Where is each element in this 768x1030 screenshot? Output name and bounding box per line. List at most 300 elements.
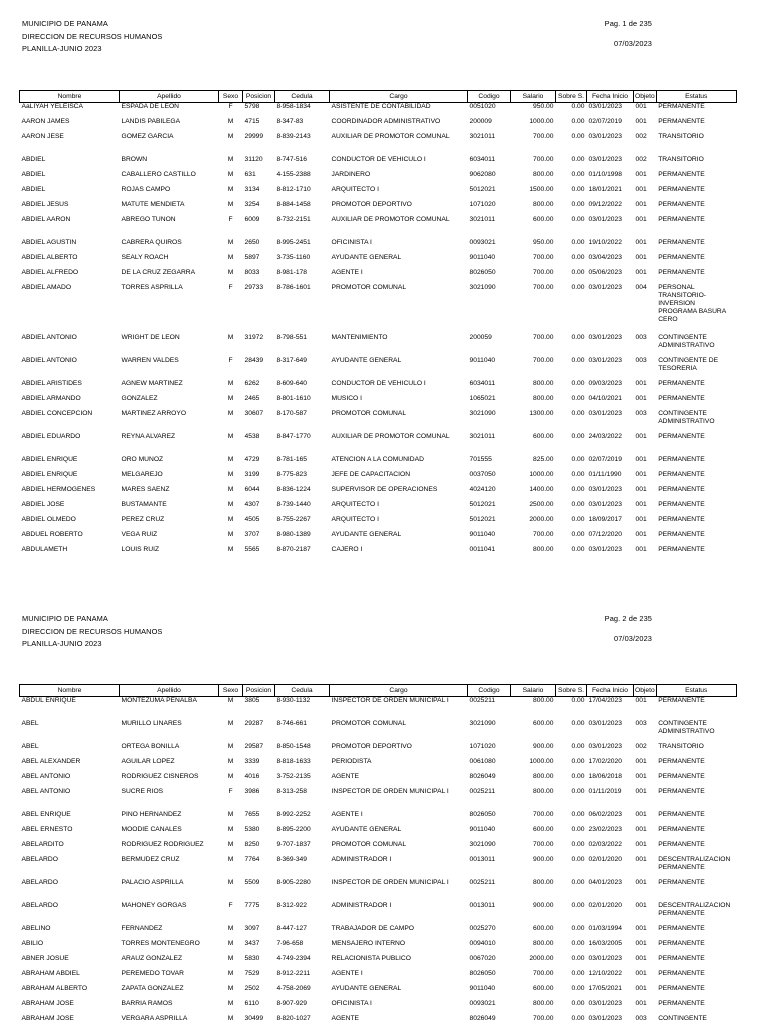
cell-sexo: M	[227, 924, 234, 932]
table-row	[20, 1000, 737, 1015]
column-header-salario: Salario	[511, 685, 556, 697]
cell-estatus: PERMANENTE	[658, 924, 705, 932]
cell-nombre: ABDIEL AARON	[21, 215, 71, 223]
cell-estatus: PERMANENTE	[658, 253, 705, 261]
cell-cargo: AGENTE I	[331, 268, 363, 276]
page-number: Pag. 1 de 235	[604, 19, 652, 28]
cell-codigo: 9011040	[469, 530, 496, 538]
cell-salario: 700.00	[533, 356, 554, 364]
table-row	[20, 380, 737, 395]
cell-cedula: 8-895-2200	[276, 825, 311, 833]
cell-apellido: GOMEZ GARCIA	[121, 132, 174, 140]
cell-sexo: M	[227, 742, 234, 750]
cell-codigo: 1065021	[469, 394, 496, 402]
cell-apellido: BERMUDEZ CRUZ	[121, 855, 180, 863]
cell-cedula: 8-775-823	[276, 470, 307, 478]
payroll-table	[19, 684, 737, 1030]
table-row	[20, 433, 737, 456]
cell-salario: 700.00	[533, 253, 554, 261]
cell-codigo: 4024120	[469, 485, 496, 493]
cell-cargo: PROMOTOR COMUNAL	[331, 719, 407, 727]
cell-objeto: 001	[635, 901, 647, 909]
cell-sexo: M	[227, 409, 234, 417]
table-row	[20, 334, 737, 357]
cell-codigo: 8026049	[469, 772, 496, 780]
table-row	[20, 410, 737, 433]
department-name: DIRECCION DE RECURSOS HUMANOS	[22, 31, 163, 41]
cell-cedula: 8-870-2187	[276, 545, 311, 553]
cell-sobre-sueldo: 0.00	[571, 825, 585, 833]
cell-posicion: 4715	[244, 117, 260, 125]
page-header-left	[22, 613, 162, 651]
column-header-codigo: Codigo	[468, 685, 511, 697]
cell-objeto: 001	[635, 185, 647, 193]
cell-sobre-sueldo: 0.00	[571, 719, 585, 727]
cell-cargo: INSPECTOR DE ORDEN MUNICIPAL I	[331, 697, 449, 704]
department-name: DIRECCION DE RECURSOS HUMANOS	[22, 626, 163, 636]
cell-nombre: ABDIEL	[21, 185, 46, 193]
cell-nombre: ABDIEL ANTONIO	[21, 356, 77, 364]
cell-cedula: 8-836-1224	[276, 485, 311, 493]
cell-sobre-sueldo: 0.00	[571, 268, 585, 276]
cell-salario: 700.00	[533, 268, 554, 276]
cell-cedula: 8-347-83	[276, 117, 304, 125]
cell-posicion: 29999	[244, 132, 264, 140]
cell-sobre-sueldo: 0.00	[571, 810, 585, 818]
cell-objeto: 001	[635, 840, 647, 848]
cell-cedula: 8-995-2451	[276, 238, 311, 246]
cell-salario: 600.00	[533, 215, 554, 223]
cell-posicion: 8033	[244, 268, 260, 276]
cell-cargo: CONDUCTOR DE VEHICULO I	[331, 379, 426, 387]
cell-sobre-sueldo: 0.00	[571, 253, 585, 261]
cell-salario: 950.00	[533, 103, 554, 110]
cell-sobre-sueldo: 0.00	[571, 901, 585, 909]
cell-apellido: GONZALEZ	[121, 394, 158, 402]
cell-codigo: 0025211	[469, 787, 496, 795]
cell-nombre: ABDIEL AMADO	[21, 283, 72, 291]
cell-posicion: 29287	[244, 719, 264, 727]
cell-posicion: 28439	[244, 356, 264, 364]
column-header-codigo: Codigo	[468, 91, 511, 103]
table-row	[20, 902, 737, 925]
cell-fecha-inicio: 03/04/2023	[588, 253, 622, 261]
cell-sobre-sueldo: 0.00	[571, 432, 585, 440]
cell-sexo: M	[227, 470, 234, 478]
table-row	[20, 758, 737, 773]
cell-posicion: 4016	[244, 772, 260, 780]
cell-apellido: CABALLERO CASTILLO	[121, 170, 196, 178]
cell-objeto: 001	[635, 268, 647, 276]
cell-estatus: CONTINGENTE ADMINISTRATIVO	[658, 719, 715, 735]
cell-estatus: PERMANENTE	[658, 999, 705, 1007]
cell-posicion: 5830	[244, 954, 260, 962]
cell-fecha-inicio: 04/10/2021	[588, 394, 622, 402]
table-row	[20, 955, 737, 970]
cell-salario: 825.00	[533, 455, 554, 463]
cell-apellido: AGUILAR LOPEZ	[121, 757, 175, 765]
table-row	[20, 811, 737, 826]
cell-fecha-inicio: 24/03/2022	[588, 432, 622, 440]
cell-sobre-sueldo: 0.00	[571, 185, 585, 193]
cell-cedula: 8-912-2211	[276, 969, 311, 977]
cell-apellido: LOUIS RUIZ	[121, 545, 160, 553]
cell-fecha-inicio: 19/10/2022	[588, 238, 622, 246]
cell-sexo: M	[227, 132, 234, 140]
cell-sobre-sueldo: 0.00	[571, 697, 585, 704]
cell-sobre-sueldo: 0.00	[571, 545, 585, 553]
cell-cargo: AYUDANTE GENERAL	[331, 984, 402, 992]
cell-apellido: REYNA ALVAREZ	[121, 432, 176, 440]
cell-codigo: 9011040	[469, 356, 496, 364]
cell-salario: 1400.00	[529, 485, 554, 493]
cell-cargo: INSPECTOR DE ORDEN MUNICIPAL I	[331, 878, 449, 886]
cell-estatus: PERMANENTE	[658, 984, 705, 992]
table-row	[20, 970, 737, 985]
table-header-row	[20, 91, 737, 103]
cell-estatus: PERMANENTE	[658, 394, 705, 402]
cell-posicion: 2650	[244, 238, 260, 246]
cell-codigo: 5012021	[469, 500, 496, 508]
cell-nombre: ABEL ANTONIO	[21, 787, 71, 795]
cell-salario: 1000.00	[529, 117, 554, 125]
cell-posicion: 3707	[244, 530, 260, 538]
cell-cedula: 8-884-1458	[276, 200, 311, 208]
cell-objeto: 001	[635, 855, 647, 863]
cell-salario: 800.00	[533, 787, 554, 795]
column-header-posicion: Posicion	[243, 685, 275, 697]
cell-apellido: BARRIA RAMOS	[121, 999, 173, 1007]
cell-sexo: M	[227, 185, 234, 193]
cell-codigo: 0093021	[469, 999, 496, 1007]
cell-estatus: PERMANENTE	[658, 969, 705, 977]
cell-codigo: 8026050	[469, 969, 496, 977]
cell-nombre: ABDIEL ALBERTO	[21, 253, 78, 261]
column-header-fecha-inicio: Fecha Inicio	[587, 91, 634, 103]
cell-salario: 800.00	[533, 878, 554, 886]
cell-objeto: 001	[635, 697, 647, 704]
cell-sobre-sueldo: 0.00	[571, 409, 585, 417]
cell-fecha-inicio: 02/03/2022	[588, 840, 622, 848]
cell-nombre: ABDIEL JOSE	[21, 500, 65, 508]
column-header-sobre-sueldo: Sobre S.	[556, 685, 587, 697]
cell-codigo: 1071020	[469, 742, 496, 750]
cell-estatus: PERMANENTE	[658, 117, 705, 125]
cell-fecha-inicio: 03/01/2023	[588, 356, 622, 364]
table-row	[20, 284, 737, 334]
cell-apellido: MELGAREJO	[121, 470, 163, 478]
cell-objeto: 003	[635, 1014, 647, 1022]
cell-cedula: 8-812-1710	[276, 185, 311, 193]
cell-sexo: M	[227, 200, 234, 208]
cell-cargo: ARQUITECTO I	[331, 515, 379, 523]
cell-cedula: 9-707-1837	[276, 840, 311, 848]
cell-posicion: 29587	[244, 742, 264, 750]
cell-sobre-sueldo: 0.00	[571, 855, 585, 863]
cell-cargo: CAJERO I	[331, 545, 363, 553]
cell-posicion: 7655	[244, 810, 260, 818]
column-header-apellido: Apellido	[120, 685, 219, 697]
cell-cargo: OFICINISTA I	[331, 999, 372, 1007]
cell-codigo: 3021090	[469, 840, 496, 848]
cell-nombre: ABDIEL HERMOGENES	[21, 485, 96, 493]
cell-sexo: M	[227, 253, 234, 261]
table-row	[20, 456, 737, 471]
cell-salario: 800.00	[533, 545, 554, 553]
table-row	[20, 773, 737, 788]
cell-posicion: 8250	[244, 840, 260, 848]
cell-sexo: F	[228, 215, 233, 223]
cell-cedula: 8-312-922	[276, 901, 307, 909]
cell-codigo: 8026049	[469, 1014, 496, 1022]
cell-sobre-sueldo: 0.00	[571, 132, 585, 140]
cell-salario: 700.00	[533, 283, 554, 291]
cell-cedula: 8-781-165	[276, 455, 307, 463]
cell-posicion: 3986	[244, 787, 260, 795]
cell-sexo: M	[227, 170, 234, 178]
table-row	[20, 841, 737, 856]
cell-estatus: PERMANENTE	[658, 432, 705, 440]
cell-estatus: PERMANENTE	[658, 825, 705, 833]
cell-codigo: 9011040	[469, 825, 496, 833]
cell-codigo: 9011040	[469, 984, 496, 992]
cell-sobre-sueldo: 0.00	[571, 515, 585, 523]
cell-cedula: 8-818-1633	[276, 757, 311, 765]
cell-sexo: M	[227, 984, 234, 992]
cell-sobre-sueldo: 0.00	[571, 155, 585, 163]
cell-cargo: MANTENIMIENTO	[331, 333, 388, 341]
cell-sexo: M	[227, 485, 234, 493]
cell-estatus: PERMANENTE	[658, 185, 705, 193]
cell-codigo: 0025211	[469, 878, 496, 886]
cell-fecha-inicio: 23/02/2023	[588, 825, 622, 833]
table-row	[20, 471, 737, 486]
cell-fecha-inicio: 18/09/2017	[588, 515, 622, 523]
payroll-page-2	[0, 595, 768, 1024]
cell-sobre-sueldo: 0.00	[571, 117, 585, 125]
cell-sexo: M	[227, 939, 234, 947]
cell-codigo: 3021090	[469, 409, 496, 417]
column-header-salario: Salario	[511, 91, 556, 103]
cell-objeto: 001	[635, 757, 647, 765]
cell-nombre: ABDIEL ARMANDO	[21, 394, 81, 402]
cell-cedula: 8-317-649	[276, 356, 307, 364]
cell-cedula: 4-749-2394	[276, 954, 311, 962]
cell-nombre: ABELARDO	[21, 878, 58, 886]
cell-posicion: 3134	[244, 185, 260, 193]
cell-apellido: FERNANDEZ	[121, 924, 163, 932]
cell-objeto: 004	[635, 283, 647, 291]
column-header-cargo: Cargo	[330, 685, 468, 697]
cell-objeto: 001	[635, 999, 647, 1007]
cell-nombre: ABELINO	[21, 924, 51, 932]
cell-cedula: 8-786-1601	[276, 283, 311, 291]
cell-sexo: M	[227, 878, 234, 886]
table-row	[20, 103, 737, 118]
cell-salario: 600.00	[533, 719, 554, 727]
cell-salario: 800.00	[533, 697, 554, 704]
cell-objeto: 001	[635, 103, 647, 110]
cell-fecha-inicio: 03/01/2023	[588, 132, 622, 140]
cell-estatus: PERMANENTE	[658, 485, 705, 493]
cell-objeto: 001	[635, 878, 647, 886]
cell-codigo: 0037050	[469, 470, 496, 478]
cell-posicion: 4505	[244, 515, 260, 523]
cell-nombre: ABELARDO	[21, 901, 58, 909]
cell-posicion: 3097	[244, 924, 260, 932]
cell-apellido: MATUTE MENDIETA	[121, 200, 185, 208]
cell-sobre-sueldo: 0.00	[571, 840, 585, 848]
cell-cedula: 8-992-2252	[276, 810, 311, 818]
page-number: Pag. 2 de 235	[604, 614, 652, 623]
cell-posicion: 6009	[244, 215, 260, 223]
cell-cargo: AGENTE I	[331, 810, 363, 818]
column-header-nombre: Nombre	[20, 91, 120, 103]
cell-cedula: 8-820-1027	[276, 1014, 311, 1022]
cell-fecha-inicio: 02/01/2020	[588, 855, 622, 863]
cell-cedula: 8-907-929	[276, 999, 307, 1007]
cell-objeto: 001	[635, 984, 647, 992]
table-row	[20, 697, 737, 720]
cell-posicion: 4307	[244, 500, 260, 508]
cell-fecha-inicio: 03/01/2023	[588, 283, 622, 291]
cell-objeto: 001	[635, 530, 647, 538]
cell-fecha-inicio: 18/06/2018	[588, 772, 622, 780]
cell-objeto: 001	[635, 810, 647, 818]
cell-codigo: 0013011	[469, 901, 496, 909]
cell-cargo: PROMOTOR COMUNAL	[331, 840, 407, 848]
cell-nombre: ABEL ERNESTO	[21, 825, 73, 833]
cell-codigo: 3021011	[469, 132, 496, 140]
report-date: 07/03/2023	[614, 633, 652, 643]
report-date: 07/03/2023	[614, 38, 652, 48]
cell-estatus: PERMANENTE	[658, 238, 705, 246]
cell-salario: 700.00	[533, 132, 554, 140]
cell-nombre: ABDIEL ALFREDO	[21, 268, 79, 276]
cell-sexo: M	[227, 954, 234, 962]
cell-estatus: PERMANENTE	[658, 103, 705, 110]
cell-cargo: AYUDANTE GENERAL	[331, 253, 402, 261]
cell-sobre-sueldo: 0.00	[571, 924, 585, 932]
cell-cedula: 8-839-2143	[276, 132, 311, 140]
cell-estatus: PERSONAL TRANSITORIO-INVERSION PROGRAMA BASURA CERO	[658, 283, 726, 323]
cell-cargo: JARDINERO	[331, 170, 371, 178]
cell-apellido: VERGARA ASPRILLA	[121, 1014, 188, 1022]
cell-cargo: AGENTE I	[331, 969, 363, 977]
cell-objeto: 002	[635, 742, 647, 750]
cell-estatus: PERMANENTE	[658, 878, 705, 886]
cell-estatus: CONTINGENTE DE TESORERIA	[658, 356, 719, 372]
cell-objeto: 003	[635, 333, 647, 341]
cell-objeto: 001	[635, 470, 647, 478]
cell-cargo: INSPECTOR DE ORDEN MUNICIPAL I	[331, 787, 449, 795]
cell-salario: 600.00	[533, 825, 554, 833]
cell-sexo: M	[227, 530, 234, 538]
cell-posicion: 29733	[244, 283, 264, 291]
cell-codigo: 8026050	[469, 810, 496, 818]
cell-sexo: M	[227, 268, 234, 276]
cell-posicion: 3199	[244, 470, 260, 478]
payroll-title: PLANILLA-JUNIO 2023	[22, 44, 102, 53]
cell-codigo: 3021011	[469, 215, 496, 223]
cell-nombre: ABDIEL EDUARDO	[21, 432, 81, 440]
cell-posicion: 5380	[244, 825, 260, 833]
cell-sobre-sueldo: 0.00	[571, 954, 585, 962]
cell-salario: 700.00	[533, 530, 554, 538]
column-header-estatus: Estatus	[656, 685, 736, 697]
cell-salario: 700.00	[533, 810, 554, 818]
cell-codigo: 5012021	[469, 185, 496, 193]
cell-cedula: 8-747-516	[276, 155, 307, 163]
cell-codigo: 6034011	[469, 155, 496, 163]
cell-posicion: 631	[244, 170, 256, 178]
table-row	[20, 171, 737, 186]
cell-cargo: AGENTE	[331, 772, 359, 780]
cell-sexo: M	[227, 394, 234, 402]
cell-nombre: ABDIEL AGUSTIN	[21, 238, 77, 246]
payroll-title: PLANILLA-JUNIO 2023	[22, 639, 102, 648]
cell-cargo: CONDUCTOR DE VEHICULO I	[331, 155, 426, 163]
cell-sobre-sueldo: 0.00	[571, 1014, 585, 1022]
cell-sexo: F	[228, 103, 233, 110]
cell-apellido: ORO MUNOZ	[121, 455, 164, 463]
table-row	[20, 269, 737, 284]
cell-estatus: PERMANENTE	[658, 545, 705, 553]
table-row	[20, 357, 737, 380]
cell-apellido: ZAPATA GONZALEZ	[121, 984, 184, 992]
cell-sexo: M	[227, 117, 234, 125]
cell-cedula: 8-447-127	[276, 924, 307, 932]
table-row	[20, 516, 737, 531]
cell-sobre-sueldo: 0.00	[571, 969, 585, 977]
cell-apellido: VEGA RUIZ	[121, 530, 158, 538]
cell-posicion: 6262	[244, 379, 260, 387]
cell-estatus: CONTINGENTE ADMINISTRATIVO	[658, 333, 715, 349]
cell-sobre-sueldo: 0.00	[571, 757, 585, 765]
cell-fecha-inicio: 09/03/2023	[588, 379, 622, 387]
table-header-row	[20, 685, 737, 697]
cell-cedula: 8-980-1389	[276, 530, 311, 538]
cell-salario: 1000.00	[529, 470, 554, 478]
cell-salario: 1300.00	[529, 409, 554, 417]
cell-nombre: AARON JESE	[21, 132, 64, 140]
cell-estatus: PERMANENTE	[658, 379, 705, 387]
cell-sexo: M	[227, 840, 234, 848]
cell-nombre: ABDUL ENRIQUE	[21, 697, 76, 704]
cell-estatus: TRANSITORIO	[658, 742, 704, 750]
cell-cedula: 8-981-178	[276, 268, 307, 276]
cell-estatus: PERMANENTE	[658, 500, 705, 508]
cell-codigo: 701555	[469, 455, 492, 463]
cell-apellido: TORRES MONTENEGRO	[121, 939, 200, 947]
cell-cedula: 8-905-2280	[276, 878, 311, 886]
cell-salario: 2500.00	[529, 500, 554, 508]
cell-sexo: M	[227, 155, 234, 163]
cell-codigo: 3021090	[469, 283, 496, 291]
cell-cargo: MUSICO I	[331, 394, 362, 402]
cell-objeto: 002	[635, 132, 647, 140]
cell-posicion: 3254	[244, 200, 260, 208]
cell-sobre-sueldo: 0.00	[571, 200, 585, 208]
cell-codigo: 0025211	[469, 697, 496, 704]
cell-apellido: LANDIS PABILEGA	[121, 117, 181, 125]
cell-cedula: 8-930-1132	[276, 697, 311, 704]
table-row	[20, 940, 737, 955]
cell-sexo: F	[228, 356, 233, 364]
table-row	[20, 546, 737, 561]
cell-posicion: 7775	[244, 901, 260, 909]
cell-fecha-inicio: 06/02/2023	[588, 810, 622, 818]
